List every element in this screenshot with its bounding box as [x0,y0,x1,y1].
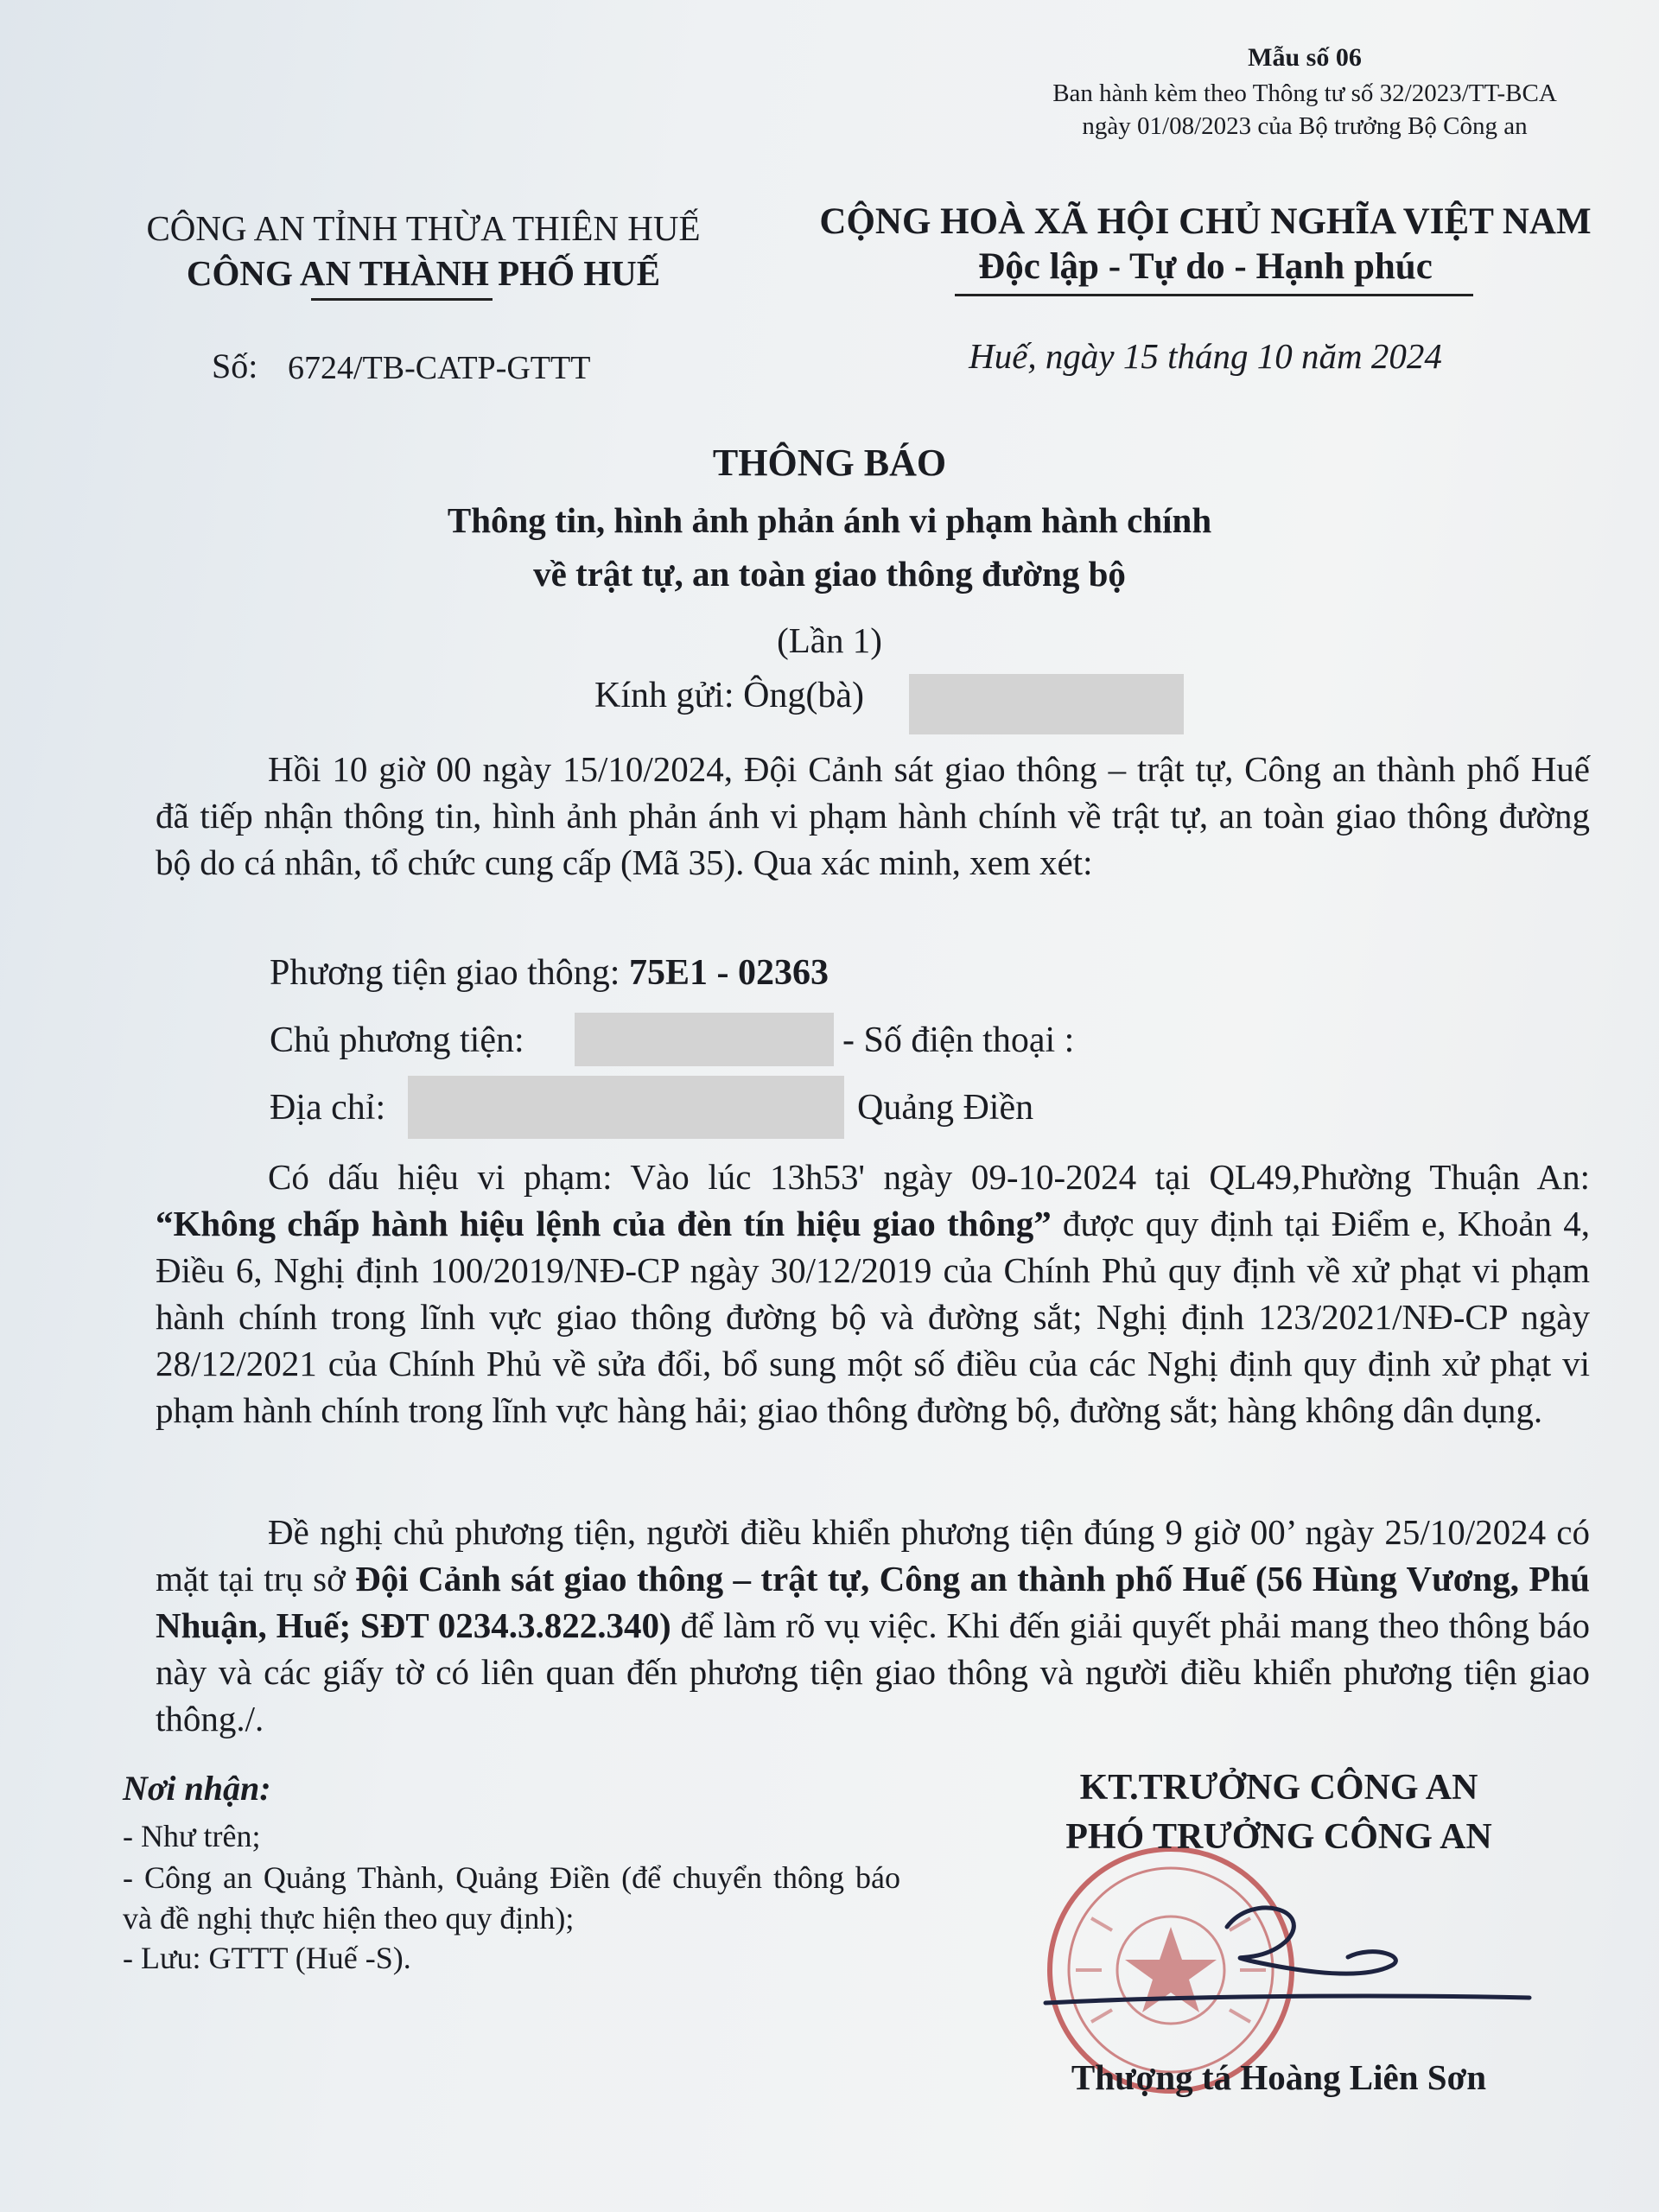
nation-title: CỘNG HOÀ XÃ HỘI CHỦ NGHĨA VIỆT NAM [819,201,1592,242]
phone-label: - Số điện thoại : [842,1020,1075,1060]
form-note-line2: ngày 01/08/2023 của Bộ trưởng Bộ Công an [1082,112,1528,140]
request-intro: Đề nghị chủ phương tiện, người điều khiển phương tiện đúng 9 giờ 00’ ngày 25/10/2024 có mặt tại trụ sở [156,1512,1590,1599]
violation-description: “Không chấp hành hiệu lệnh của đèn tín hiệu giao thông” [156,1204,1052,1243]
field-owner [270,1020,524,1061]
violation-intro: Có dấu hiệu vi phạm: Vào lúc 13h53' ngày 09-10-2024 tại QL49,Phường Thuận An: [268,1157,1590,1197]
field-address [270,1087,385,1128]
request-office: Đội Cảnh sát giao thông – trật tự, Công an thành phố Huế (56 Hùng Vương, Phú Nhuận, Huế; SĐT 0234.3.822.340) [156,1559,1590,1645]
paragraph-violation [156,1154,1590,1433]
form-number: Mẫu số 06 [1248,43,1362,72]
agency-name: CÔNG AN THÀNH PHỐ HUẾ [186,253,661,293]
motto-underline [955,294,1473,296]
violation-legal-basis: được quy định tại Điểm e, Khoản 4, Điều 6, Nghị định 100/2019/NĐ-CP ngày 30/12/2019 của Chính Phủ quy định về xử phạt vi phạm hành chính trong lĩnh vực giao thông đường bộ và đường sắt; Nghị định 123/2021/NĐ-CP ngày 28/12/2021 của Chính Phủ về sửa đổi, bổ sung một số điều của các Nghị định quy định xử phạt vi phạm hành chính trong lĩnh vực hàng hải; giao thông đường bộ, đường sắt; hàng không dân dụng. [156,1204,1590,1430]
field-phone [842,1020,1074,1061]
vehicle-label: Phương tiện giao thông: [270,953,629,993]
paragraph-receipt [156,746,1590,886]
recipients-item: - Như trên; [123,1819,261,1853]
place-date: Huế, ngày 15 tháng 10 năm 2024 [969,336,1442,376]
doc-number: 6724/TB-CATP-GTTT [288,350,591,386]
recipient-line [594,675,864,716]
redacted-recipient-name [909,674,1184,734]
document-subtitle-line1: Thông tin, hình ảnh phản ánh vi phạm hành chính [447,500,1212,540]
recipients-item: - Lưu: GTTT (Huế -S). [123,1941,411,1975]
signer-position-line1: KT.TRƯỞNG CÔNG AN [1079,1768,1478,1808]
national-motto: Độc lập - Tự do - Hạnh phúc [978,246,1433,287]
paragraph-receipt-text: Hồi 10 giờ 00 ngày 15/10/2024, Đội Cảnh sát giao thông – trật tự, Công an thành phố Huế đã tiếp nhận thông tin, hình ảnh phản ánh vi phạm hành chính về trật tự, an toàn giao thông đường bộ do cá nhân, tổ chức cung cấp (Mã 35). Qua xác minh, xem xét: [156,749,1590,882]
field-vehicle [270,952,829,994]
paragraph-request [156,1509,1590,1742]
signer-name: Thượng tá Hoàng Liên Sơn [1071,2057,1487,2097]
signer-position-line2: PHÓ TRƯỞNG CÔNG AN [1065,1817,1492,1857]
parent-agency: CÔNG AN TỈNH THỪA THIÊN HUẾ [146,208,701,248]
redacted-owner-name [575,1013,834,1066]
document-title: THÔNG BÁO [712,442,947,484]
form-note-line1: Ban hành kèm theo Thông tư số 32/2023/TT-BCA [1052,79,1557,107]
owner-label: Chủ phương tiện: [270,1020,524,1060]
issue-number: (Lần 1) [777,620,882,660]
address-label: Địa chỉ: [270,1088,386,1128]
vehicle-plate: 75E1 - 02363 [628,953,829,993]
recipients-item: - Công an Quảng Thành, Quảng Điền (để chuyển thông báo và đề nghị thực hiện theo quy định); [123,1860,900,1936]
doc-number-label: Số: [212,346,258,385]
address-district: Quảng Điền [857,1088,1034,1128]
signature-mark [1028,1858,1547,2065]
request-instructions: để làm rõ vụ việc. Khi đến giải quyết phải mang theo thông báo này và các giấy tờ có liên quan đến phương tiện giao thông và người điều khiển phương tiện giao thông./. [156,1605,1590,1738]
redacted-address [408,1076,844,1139]
document-subtitle-line2: về trật tự, an toàn giao thông đường bộ [533,554,1126,594]
recipient-label: Kính gửi: Ông(bà) [594,676,865,715]
agency-underline [311,298,493,301]
recipients-heading: Nơi nhận: [123,1769,271,1808]
